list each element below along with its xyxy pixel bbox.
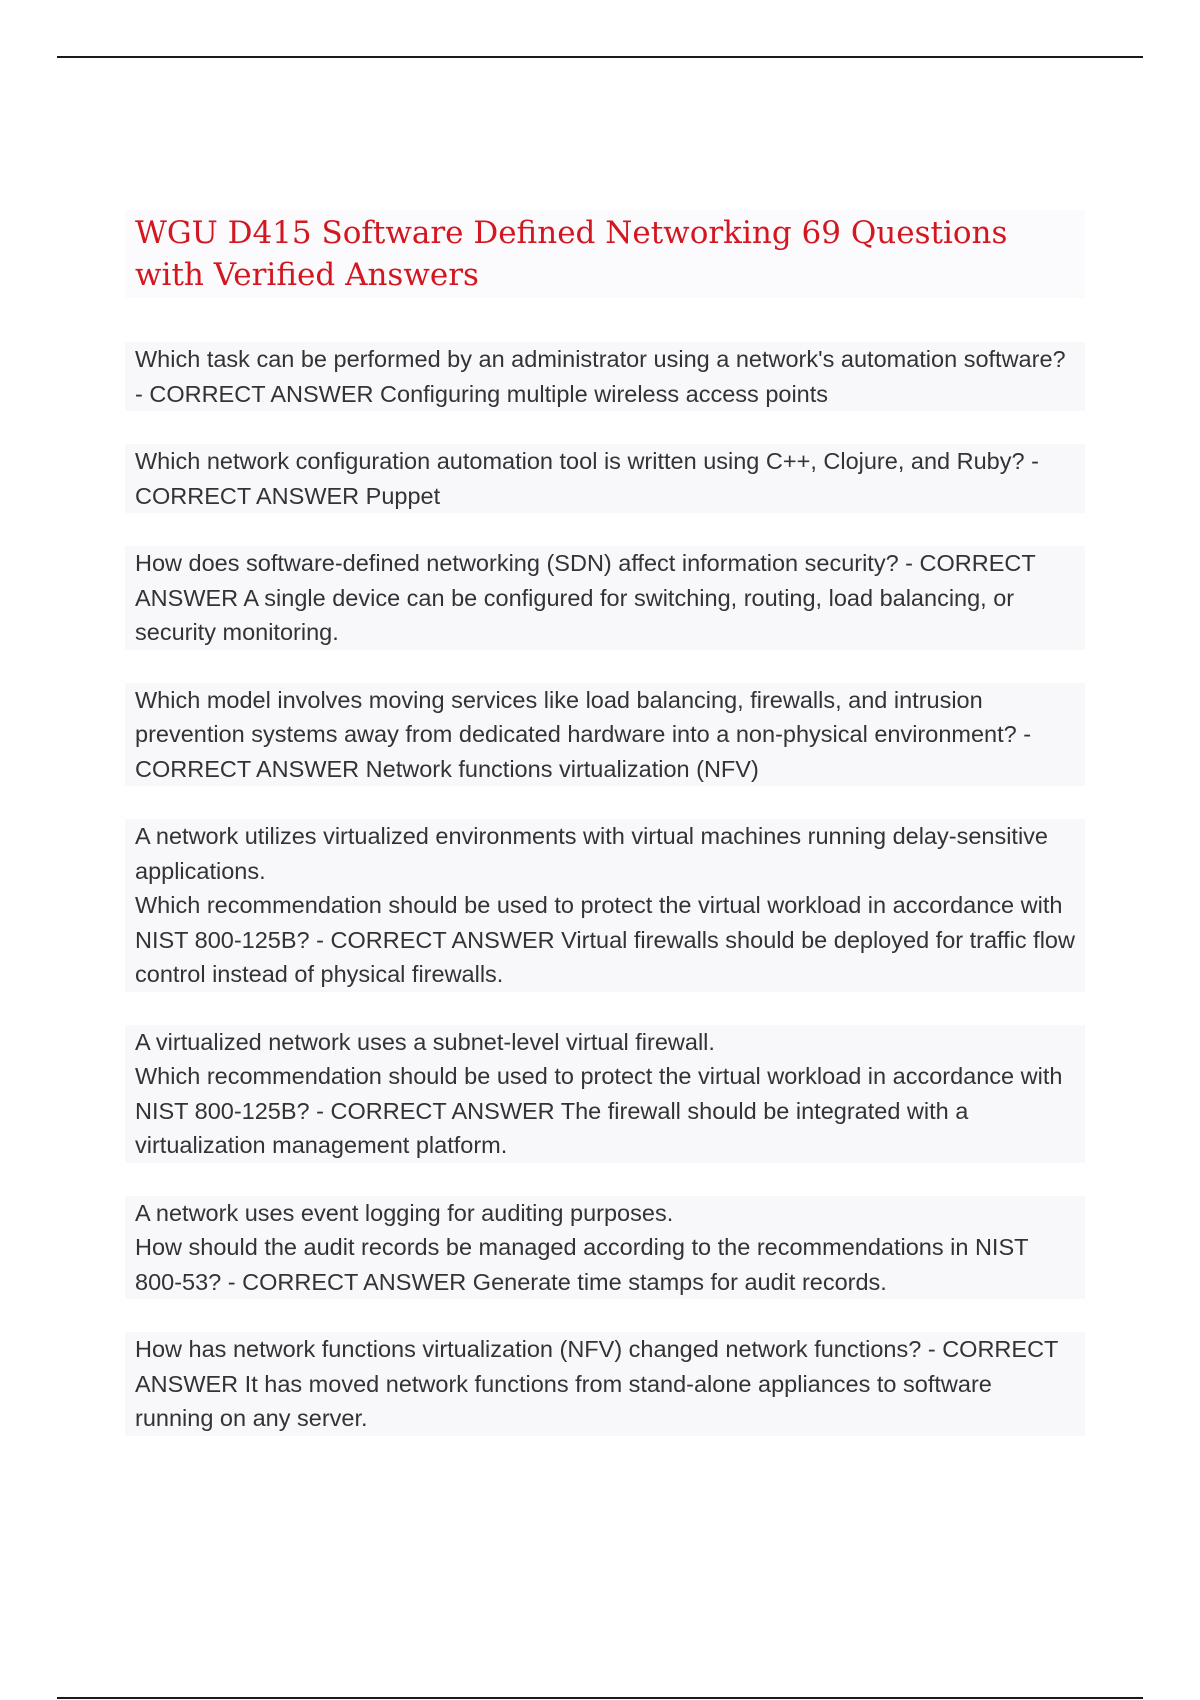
qa-item-5 <box>125 819 1085 992</box>
qa-text: How does software-defined networking (SDN) affect information security? - CORRECT ANSWER A single device can be configured for switching, routing, load balancing, or security monitoring. <box>135 550 1036 645</box>
qa-text: Which task can be performed by an administrator using a network's automation software? - CORRECT ANSWER Configuring multiple wireless access points <box>135 346 1066 407</box>
qa-text: Which recommendation should be used to protect the virtual workload in accordance with NIST 800-125B? - CORRECT ANSWER Virtual firewalls should be deployed for traffic flow control instead of physical firewalls. <box>135 892 1075 987</box>
qa-item-3 <box>125 546 1085 650</box>
footer-rule <box>57 1697 1143 1699</box>
qa-text: How has network functions virtualization (NFV) changed network functions? - CORRECT ANSWER It has moved network functions from stand-alone appliances to software running on any server. <box>135 1336 1058 1431</box>
qa-item-6 <box>125 1025 1085 1163</box>
document-body <box>135 210 1085 1469</box>
qa-item-7 <box>125 1196 1085 1300</box>
qa-item-2 <box>125 444 1085 513</box>
qa-item-4 <box>125 683 1085 787</box>
qa-text: Which model involves moving services like load balancing, firewalls, and intrusion prevention systems away from dedicated hardware into a non-physical environment? - CORRECT ANSWER Network functions virtualization (NFV) <box>135 686 1032 782</box>
document-title: WGU D415 Software Defined Networking 69 Questions with Verified Answers <box>125 210 1085 298</box>
qa-scenario: A virtualized network uses a subnet-level virtual firewall. <box>135 1028 715 1055</box>
qa-text: How should the audit records be managed according to the recommendations in NIST 800-53? - CORRECT ANSWER Generate time stamps for audit records. <box>135 1234 1029 1295</box>
header-rule <box>57 56 1143 58</box>
qa-item-8 <box>125 1332 1085 1436</box>
qa-text: Which recommendation should be used to protect the virtual workload in accordance with NIST 800-125B? - CORRECT ANSWER The firewall should be integrated with a virtualization management platform. <box>135 1063 1063 1158</box>
qa-scenario: A network utilizes virtualized environments with virtual machines running delay-sensitive applications. <box>135 823 1049 884</box>
qa-scenario: A network uses event logging for auditing purposes. <box>135 1199 674 1226</box>
qa-item-1 <box>125 342 1085 411</box>
qa-text: Which network configuration automation tool is written using C++, Clojure, and Ruby? - CORRECT ANSWER Puppet <box>135 448 1039 509</box>
